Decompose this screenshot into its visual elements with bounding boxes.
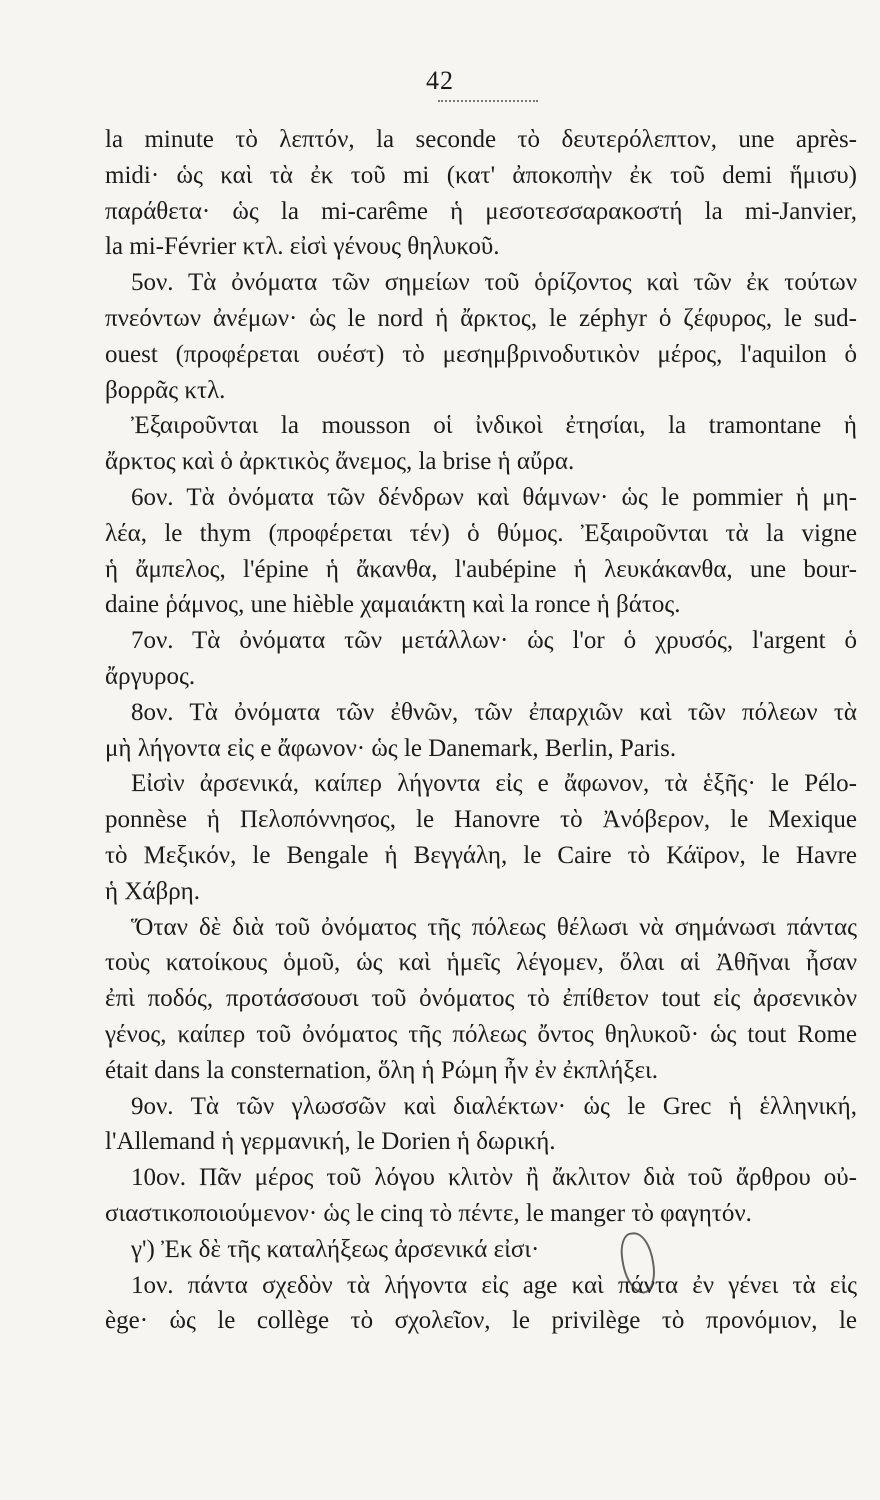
text-line: daine ῥάμνος, une hièble χαμαιάκτη καὶ la ronce ἡ βάτος. <box>105 591 681 619</box>
text-line: μὴ λήγοντα εἰς e ἄφωνον· ὡς le Danemark, Berlin, Paris. <box>105 734 677 762</box>
text-line: τὸ Μεξικόν, le Bengale ἡ Βεγγάλη, le Caire τὸ Κάϊρον, le Havre <box>105 841 857 869</box>
text-line: était dans la consternation, ὅλη ἡ Ρώμη ἦν ἐν ἐκπλήξει. <box>105 1056 658 1084</box>
text-line: ἡ Χάβρη. <box>105 877 200 905</box>
text-line: 10ον. Πᾶν μέρος τοῦ λόγου κλιτὸν ἢ ἄκλιτον διὰ τοῦ ἄρθρου οὐ- <box>131 1164 857 1192</box>
text-line: 8ον. Τὰ ὀνόματα τῶν ἐθνῶν, τῶν ἐπαρχιῶν καὶ τῶν πόλεων τὰ <box>131 698 857 726</box>
text-line: παράθετα· ὡς la mi-carême ἡ μεσοτεσσαρακοστή la mi-Janvier, <box>105 197 857 225</box>
text-line: πνεόντων ἀνέμων· ὡς le nord ἡ ἄρκτος, le zéphyr ὁ ζέφυρος, le sud- <box>105 304 857 332</box>
text-line: Εἰσὶν ἀρσενικά, καίπερ λήγοντα εἰς e ἄφωνον, τὰ ἑξῆς· le Pélo- <box>131 770 857 798</box>
text-line: 5ον. Τὰ ὀνόματα τῶν σημείων τοῦ ὁρίζοντος καὶ τῶν ἐκ τούτων <box>131 269 857 297</box>
text-line: λέα, le thym (προφέρεται τέν) ὁ θύμος. Ἐξαιροῦνται τὰ la vigne <box>105 519 857 547</box>
text-line: γ') Ἐκ δὲ τῆς καταλήξεως ἀρσενικά εἰσι· <box>131 1235 540 1263</box>
text-line: σιαστικοποιούμενον· ὡς le cinq τὸ πέντε, le manger τὸ φαγητόν. <box>105 1199 752 1227</box>
text-line: 7ον. Τὰ ὀνόματα τῶν μετάλλων· ὡς l'or ὁ χρυσός, l'argent ὁ <box>131 627 857 655</box>
text-line: ἄρκτος καὶ ὁ ἀρκτικὸς ἄνεμος, la brise ἡ αὔρα. <box>105 448 575 476</box>
text-line: 1ον. πάντα σχεδὸν τὰ λήγοντα εἰς age καὶ πάντα ἐν γένει τὰ εἰς <box>131 1271 857 1299</box>
text-line: midi· ὡς καὶ τὰ ἐκ τοῦ mi (κατ' ἀποκοπὴν ἐκ τοῦ demi ἥμισυ) <box>105 161 857 189</box>
text-line: 6ον. Τὰ ὀνόματα τῶν δένδρων καὶ θάμνων· ὡς le pommier ἡ μη- <box>131 483 857 511</box>
text-line: βορρᾶς κτλ. <box>105 376 226 404</box>
text-line: Ἐξαιροῦνται la mousson οἱ ἰνδικοὶ ἐτησίαι, la tramontane ἡ <box>131 412 857 440</box>
page-number: 42 <box>426 66 454 95</box>
text-line: 9ον. Τὰ τῶν γλωσσῶν καὶ διαλέκτων· ὡς le Grec ἡ ἑλληνική, <box>131 1092 857 1120</box>
body-text <box>105 122 857 1339</box>
text-line: τοὺς κατοίκους ὁμοῦ, ὡς καὶ ἡμεῖς λέγομεν, ὅλαι αἱ Ἀθῆναι ἦσαν <box>105 949 857 977</box>
text-line: ouest (προφέρεται ουέστ) τὸ μεσημβρινοδυτικὸν μέρος, l'aquilon ὁ <box>105 340 857 368</box>
text-line: ἐπὶ ποδός, προτάσσουσι τοῦ ὀνόματος τὸ ἐπίθετον tout εἰς ἀρσενικὸν <box>105 985 857 1013</box>
text-line: la mi-Février κτλ. εἰσὶ γένους θηλυκοῦ. <box>105 233 500 261</box>
text-line: ἄργυρος. <box>105 662 196 690</box>
text-line: γένος, καίπερ τοῦ ὀνόματος τῆς πόλεως ὄντος θηλυκοῦ· ὡς tout Rome <box>105 1020 857 1048</box>
text-line: ponnèse ἡ Πελοπόννησος, le Hanovre τὸ Ἀνόβερον, le Mexique <box>105 806 857 834</box>
page-number-rule <box>438 100 538 102</box>
text-line: Ὅταν δὲ διὰ τοῦ ὀνόματος τῆς πόλεως θέλωσι νὰ σημάνωσι πάντας <box>131 913 857 941</box>
text-line: l'Allemand ἡ γερμανική, le Dorien ἡ δωρική. <box>105 1128 556 1156</box>
text-line: la minute τὸ λεπτόν, la seconde τὸ δευτερόλεπτον, une après- <box>105 126 857 153</box>
text-line: ège· ὡς le collège τὸ σχολεῖον, le privilège τὸ προνόμιον, le <box>105 1307 857 1335</box>
text-line: ἡ ἄμπελος, l'épine ἡ ἄκανθα, l'aubépine ἡ λευκάκανθα, une bour- <box>105 555 857 583</box>
